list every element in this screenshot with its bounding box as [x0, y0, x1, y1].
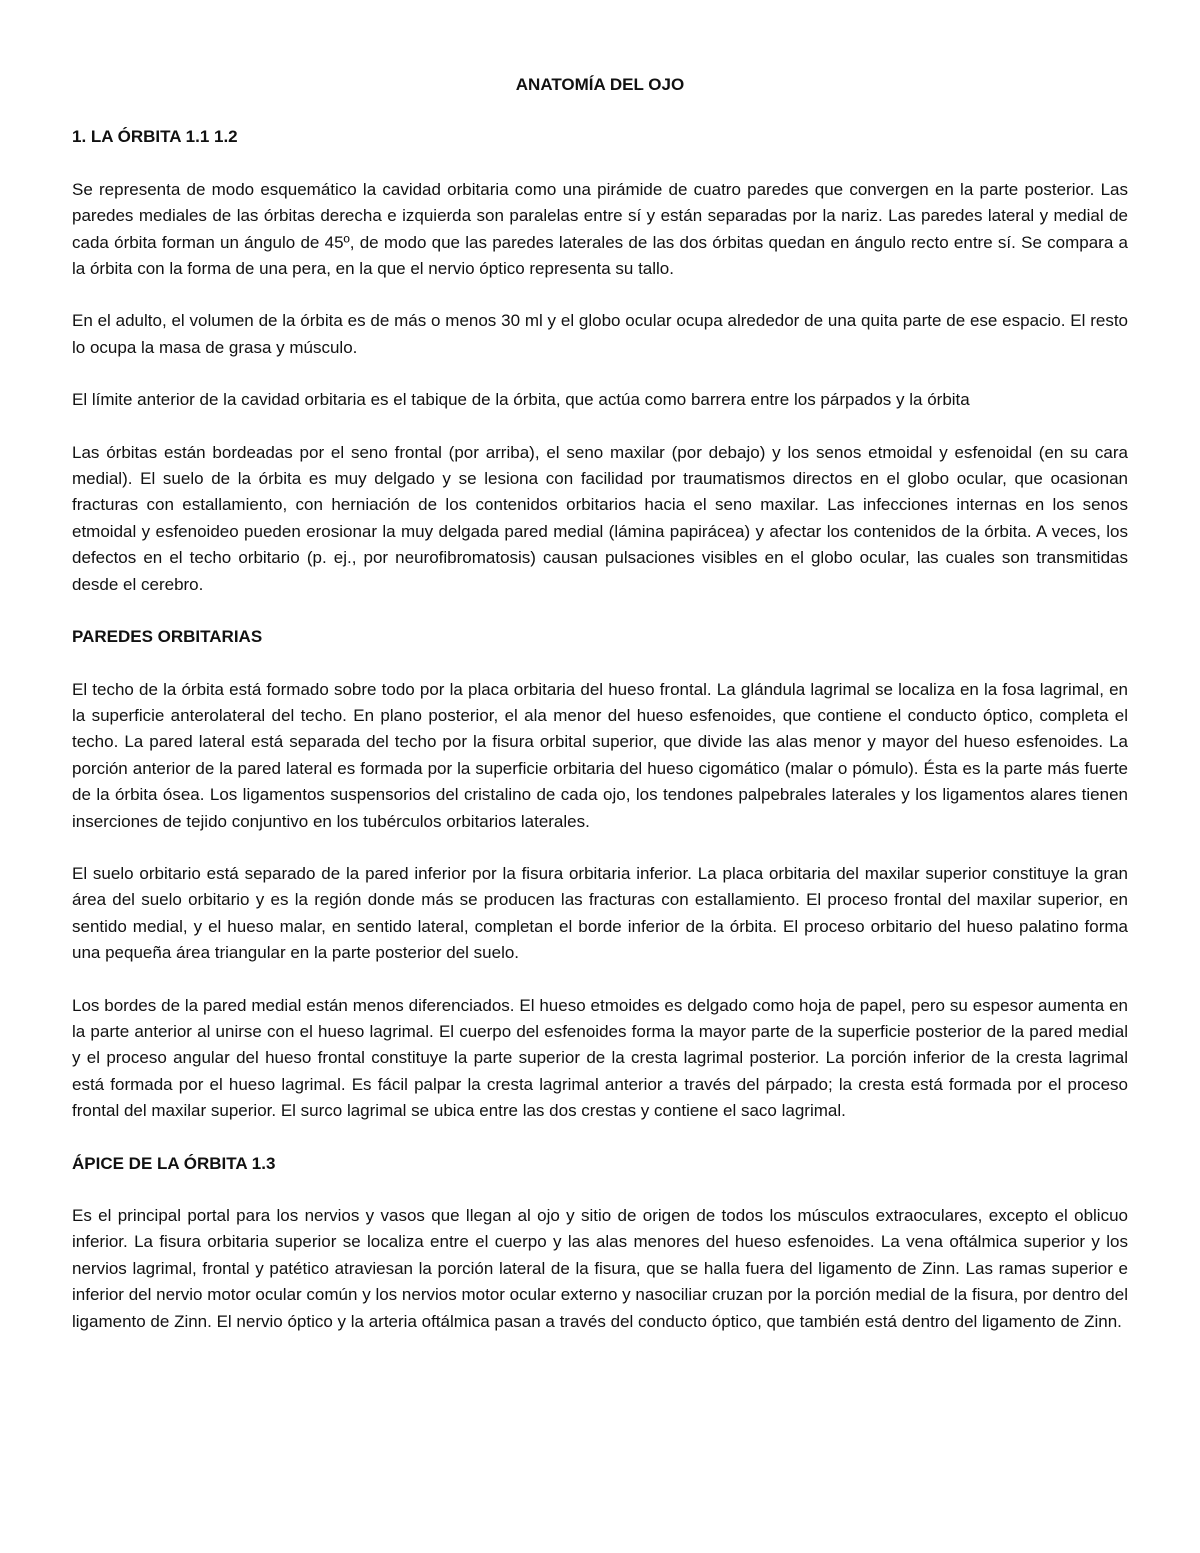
paragraph: Es el principal portal para los nervios y vasos que llegan al ojo y sitio de origen de todos los músculos extraoculares, excepto el oblicuo inferior. La fisura orbitaria superior se localiza entre el cuerpo y las alas menores del hueso esfenoides. La vena oftálmica superior y los nervios lagrimal, frontal y patético atraviesan la porción lateral de la fisura, que se halla fuera del ligamento de Zinn. Las ramas superior e inferior del nervio motor ocular común y los nervios motor ocular externo y nasociliar cruzan por la porción medial de la fisura, por dentro del ligamento de Zinn. El nervio óptico y la arteria oftálmica pasan a través del conducto óptico, que también está dentro del ligamento de Zinn.	[72, 1206, 1128, 1331]
document-title: ANATOMÍA DEL OJO	[515, 75, 685, 94]
paragraph: Los bordes de la pared medial están menos diferenciados. El hueso etmoides es delgado como hoja de papel, pero su espesor aumenta en la parte anterior al unirse con el hueso lagrimal. El cuerpo del esfenoides forma la mayor parte de la superficie posterior de la pared medial y el proceso angular del hueso frontal constituye la parte superior de la cresta lagrimal posterior. La porción inferior de la cresta lagrimal está formada por el hueso lagrimal. Es fácil palpar la cresta lagrimal anterior a través del párpado; la cresta está formada por el proceso frontal del maxilar superior. El surco lagrimal se ubica entre las dos crestas y contiene el saco lagrimal.	[72, 995, 1128, 1121]
paragraph: Las órbitas están bordeadas por el seno frontal (por arriba), el seno maxilar (por debajo) y los senos etmoidal y esfenoidal (en su cara medial). El suelo de la órbita es muy delgado y se lesiona con facilidad por traumatismos directos en el globo ocular, que ocasionan fracturas con estallamiento, con herniación de los contenidos orbitarios hacia el seno maxilar. Las infecciones internas en los senos etmoidal y esfenoideo pueden erosionar la muy delgada pared medial (lámina papirácea) y afectar los contenidos de la órbita. A veces, los defectos en el techo orbitario (p. ej., por neurofibromatosis) causan pulsaciones visibles en el globo ocular, las cuales son transmitidas desde el cerebro.	[72, 442, 1128, 594]
paragraph: El límite anterior de la cavidad orbitaria es el tabique de la órbita, que actúa como barrera entre los párpados y la órbita	[72, 390, 970, 410]
paragraph: En el adulto, el volumen de la órbita es de más o menos 30 ml y el globo ocular ocupa alrededor de una quita parte de ese espacio. El resto lo ocupa la masa de grasa y músculo.	[72, 311, 1128, 357]
section-heading-apice: ÁPICE DE LA ÓRBITA 1.3	[72, 1153, 276, 1173]
document-page	[72, 72, 1128, 1361]
paragraph: El suelo orbitario está separado de la pared inferior por la fisura orbitaria inferior. La placa orbitaria del maxilar superior constituye la gran área del suelo orbitario y es la región donde más se producen las fracturas con estallamiento. El proceso frontal del maxilar superior, en sentido medial, y el hueso malar, en sentido lateral, completan el borde inferior de la órbita. El proceso orbitario del hueso palatino forma una pequeña área triangular en la parte posterior del suelo.	[72, 863, 1128, 963]
section-heading-paredes: PAREDES ORBITARIAS	[72, 627, 263, 647]
paragraph: Se representa de modo esquemático la cavidad orbitaria como una pirámide de cuatro paredes que convergen en la parte posterior. Las paredes mediales de las órbitas derecha e izquierda son paralelas entre sí y están separadas por la nariz. Las paredes lateral y medial de cada órbita forman un ángulo de 45º, de modo que las paredes laterales de las dos órbitas quedan en ángulo recto entre sí. Se compara a la órbita con la forma de una pera, en la que el nervio óptico representa su tallo.	[72, 179, 1128, 279]
section-heading-orbita: 1. LA ÓRBITA 1.1 1.2	[72, 127, 238, 147]
paragraph: El techo de la órbita está formado sobre todo por la placa orbitaria del hueso frontal. La glándula lagrimal se localiza en la fosa lagrimal, en la superficie anterolateral del techo. En plano posterior, el ala menor del hueso esfenoides, que contiene el conducto óptico, completa el techo. La pared lateral está separada del techo por la fisura orbital superior, que divide las alas menor y mayor del hueso esfenoides. La porción anterior de la pared lateral es formada por la superficie orbitaria del hueso cigomático (malar o pómulo). Ésta es la parte más fuerte de la órbita ósea. Los ligamentos suspensorios del cristalino de cada ojo, los tendones palpebrales laterales y los ligamentos alares tienen inserciones de tejido conjuntivo en los tubérculos orbitarios laterales.	[72, 679, 1128, 831]
